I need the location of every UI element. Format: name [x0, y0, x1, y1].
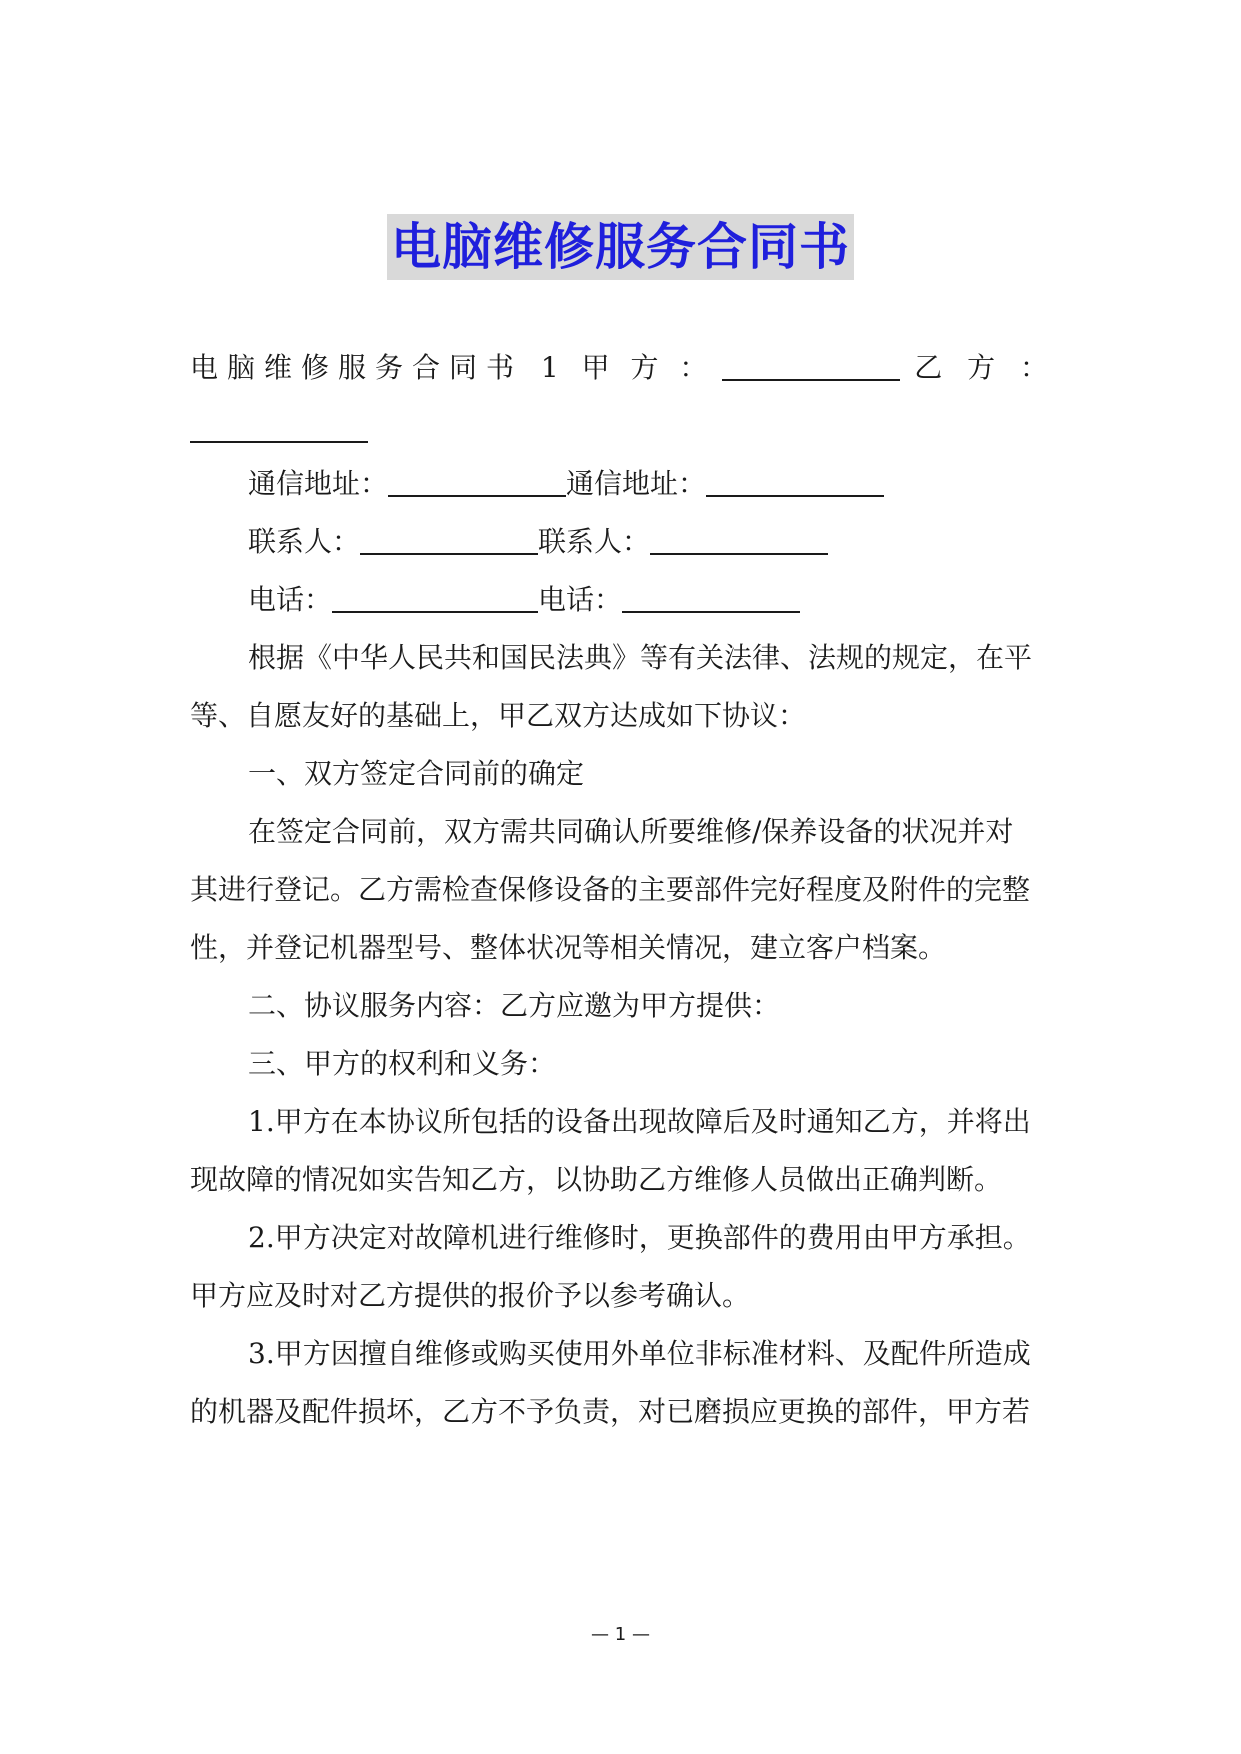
address-label-b: 通信地址：: [566, 467, 707, 500]
document-title: 电脑维修服务合同书: [387, 214, 854, 280]
page-number: — 1 —: [591, 1624, 650, 1645]
party-b-blank: [190, 413, 368, 443]
party-b-blank-line: [190, 410, 368, 450]
section-heading-2: 二、协议服务内容：乙方应邀为甲方提供：: [248, 989, 781, 1022]
paragraph-line: 1.甲方在本协议所包括的设备出现故障后及时通知乙方，并将出: [248, 1105, 1031, 1138]
paragraph-line: 其进行登记。乙方需检查保修设备的主要部件完好程度及附件的完整: [190, 873, 1031, 906]
contact-label-b: 联系人：: [538, 525, 651, 558]
contact-blank-b: [650, 525, 828, 555]
party-b-label: 乙 方 ：: [914, 351, 1056, 384]
paragraph-line: 现故障的情况如实告知乙方，以协助乙方维修人员做出正确判断。: [190, 1163, 1003, 1196]
paragraph-line: 的机器及配件损坏，乙方不予负责，对已磨损应更换的部件，甲方若: [190, 1395, 1031, 1428]
contact-label-a: 联系人：: [248, 525, 361, 558]
phone-blank-a: [332, 583, 538, 613]
party-a-label: 甲 方 ：: [581, 351, 714, 384]
phone-blank-b: [622, 583, 800, 613]
party-a-group: [582, 348, 901, 388]
title-container: [0, 214, 1241, 280]
party-a-blank: [722, 351, 900, 381]
paragraph-line: 等、自愿友好的基础上，甲乙双方达成如下协议：: [190, 699, 807, 732]
phone-label-a: 电话：: [248, 583, 333, 616]
intro-row: [190, 348, 1056, 388]
section-heading-3: 三、甲方的权利和义务：: [248, 1047, 557, 1080]
contract-heading: 电脑维修服务合同书 1: [190, 351, 568, 384]
field-row-phone: [248, 580, 800, 620]
paragraph-line: 在签定合同前，双方需共同确认所要维修/保养设备的状况并对: [248, 815, 1014, 848]
paragraph-line: 根据《中华人民共和国民法典》等有关法律、法规的规定，在平: [248, 641, 1033, 674]
field-row-contact: [248, 522, 828, 562]
paragraph-line: 3.甲方因擅自维修或购买使用外单位非标准材料、及配件所造成: [248, 1337, 1031, 1370]
address-blank-b: [706, 467, 884, 497]
field-row-address: [248, 464, 884, 504]
section-heading-1: 一、双方签定合同前的确定: [248, 757, 585, 790]
paragraph-line: 甲方应及时对乙方提供的报价予以参考确认。: [190, 1279, 751, 1312]
paragraph-line: 性，并登记机器型号、整体状况等相关情况，建立客户档案。: [190, 931, 947, 964]
phone-label-b: 电话：: [538, 583, 623, 616]
address-label-a: 通信地址：: [248, 467, 389, 500]
address-blank-a: [388, 467, 566, 497]
contact-blank-a: [360, 525, 538, 555]
paragraph-line: 2.甲方决定对故障机进行维修时，更换部件的费用由甲方承担。: [248, 1221, 1031, 1254]
